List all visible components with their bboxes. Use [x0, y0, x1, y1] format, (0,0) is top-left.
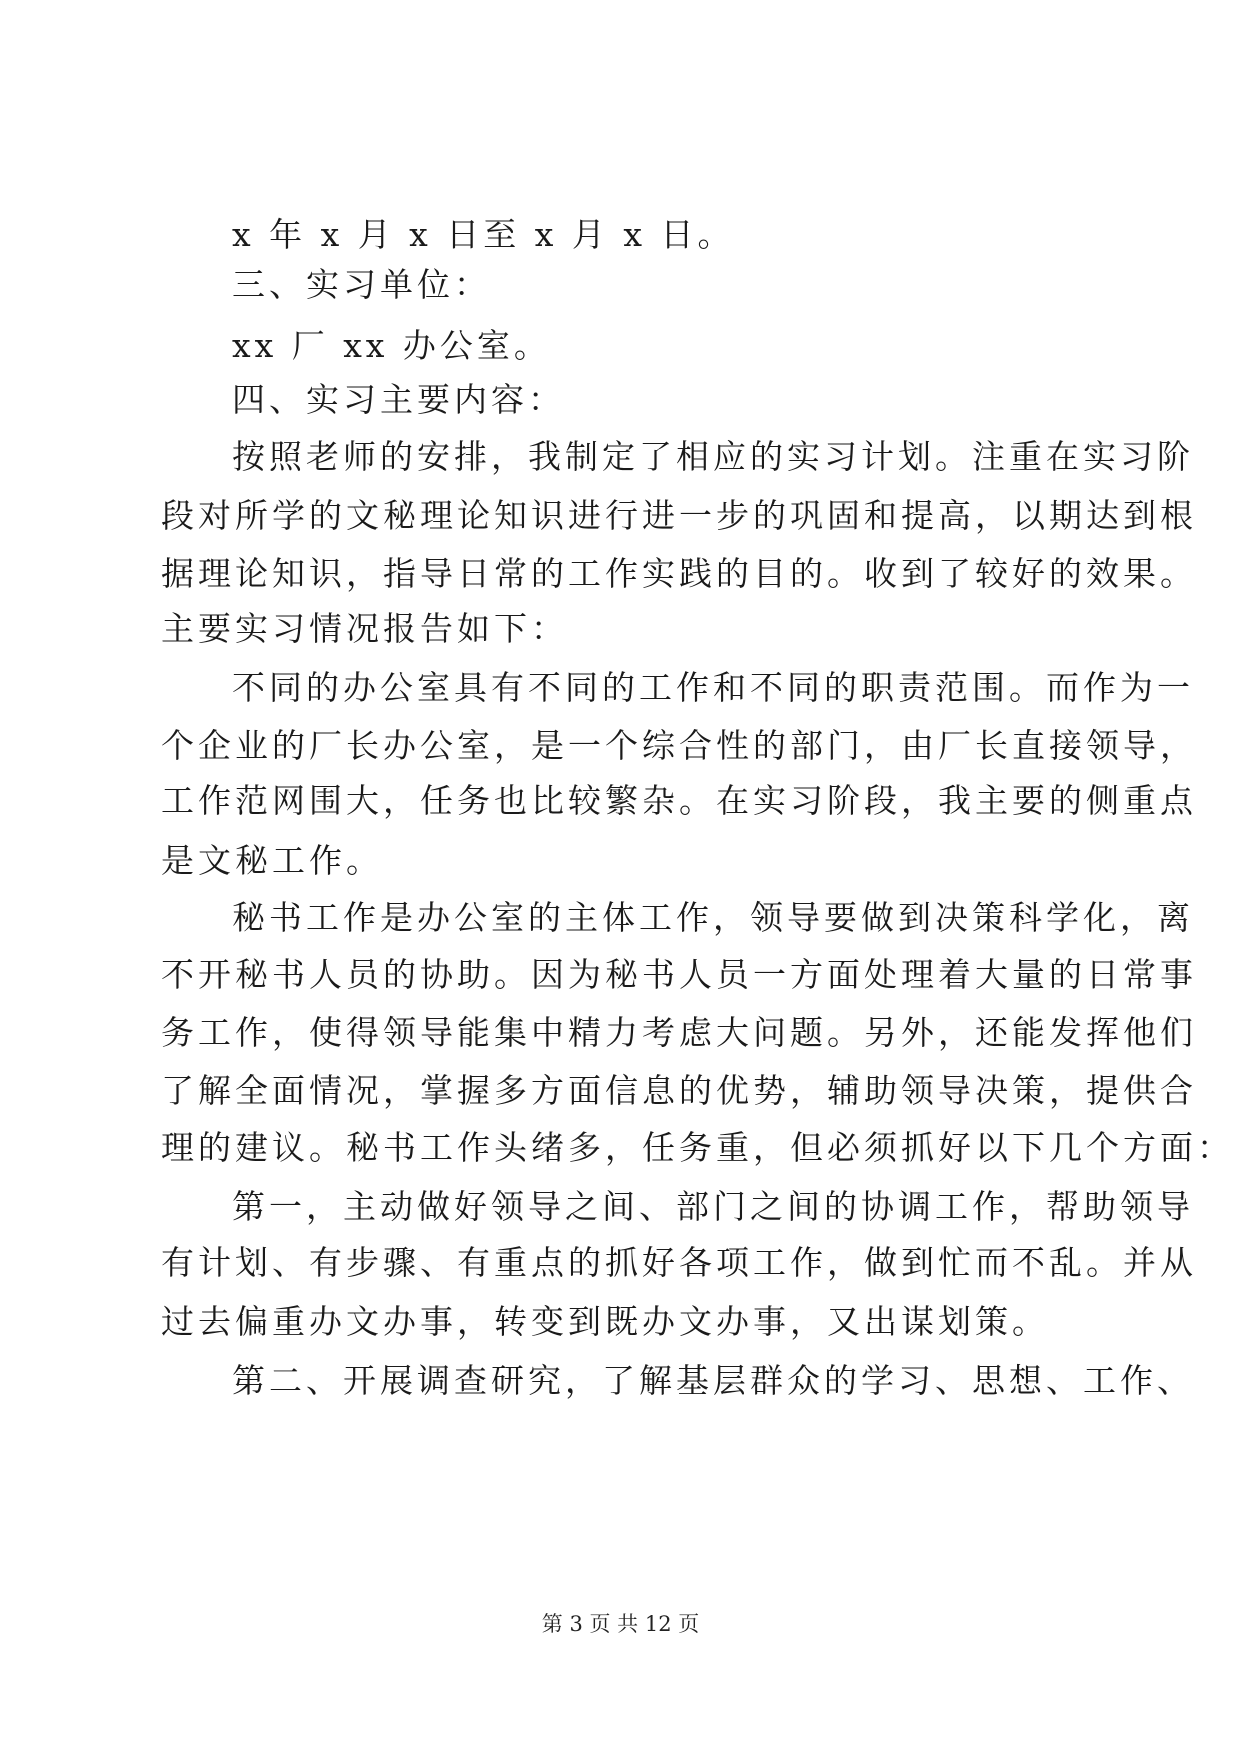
page-number-footer: 第 3 页 共 12 页 — [541, 1612, 700, 1636]
paragraph-line: 个企业的厂长办公室，是一个综合性的部门，由厂长直接领导， — [161, 726, 1197, 765]
paragraph-line: 第二、开展调查研究，了解基层群众的学习、思想、工作、 — [232, 1361, 1194, 1400]
paragraph-line: 不开秘书人员的协助。因为秘书人员一方面处理着大量的日常事 — [161, 955, 1197, 994]
section-heading: 四、实习主要内容： — [232, 380, 565, 419]
paragraph-line: 不同的办公室具有不同的工作和不同的职责范围。而作为一 — [232, 668, 1194, 707]
paragraph-line: 工作范网围大，任务也比较繁杂。在实习阶段，我主要的侧重点 — [161, 781, 1197, 820]
paragraph-line: 过去偏重办文办事，转变到既办文办事，又出谋划策。 — [161, 1302, 1049, 1341]
paragraph-line: 有计划、有步骤、有重点的抓好各项工作，做到忙而不乱。并从 — [161, 1243, 1197, 1282]
paragraph-line: 了解全面情况，掌握多方面信息的优势，辅助领导决策，提供合 — [161, 1071, 1197, 1110]
paragraph-line: 主要实习情况报告如下： — [161, 609, 568, 648]
paragraph-line: 是文秘工作。 — [161, 841, 383, 880]
paragraph-line: 据理论知识，指导日常的工作实践的目的。收到了较好的效果。 — [161, 554, 1197, 593]
paragraph-line: 第一，主动做好领导之间、部门之间的协调工作，帮助领导 — [232, 1187, 1194, 1226]
paragraph-line: 秘书工作是办公室的主体工作，领导要做到决策科学化，离 — [232, 898, 1194, 937]
paragraph-line: 理的建议。秘书工作头绪多，任务重，但必须抓好以下几个方面： — [161, 1128, 1234, 1167]
paragraph-line: 段对所学的文秘理论知识进行进一步的巩固和提高，以期达到根 — [161, 496, 1197, 535]
text-line: xx 厂 xx 办公室。 — [232, 326, 551, 365]
text-line: x 年 x 月 x 日至 x 月 x 日。 — [232, 215, 735, 254]
paragraph-line: 按照老师的安排，我制定了相应的实习计划。注重在实习阶 — [232, 437, 1194, 476]
paragraph-line: 务工作，使得领导能集中精力考虑大问题。另外，还能发挥他们 — [161, 1013, 1197, 1052]
section-heading: 三、实习单位： — [232, 265, 491, 304]
